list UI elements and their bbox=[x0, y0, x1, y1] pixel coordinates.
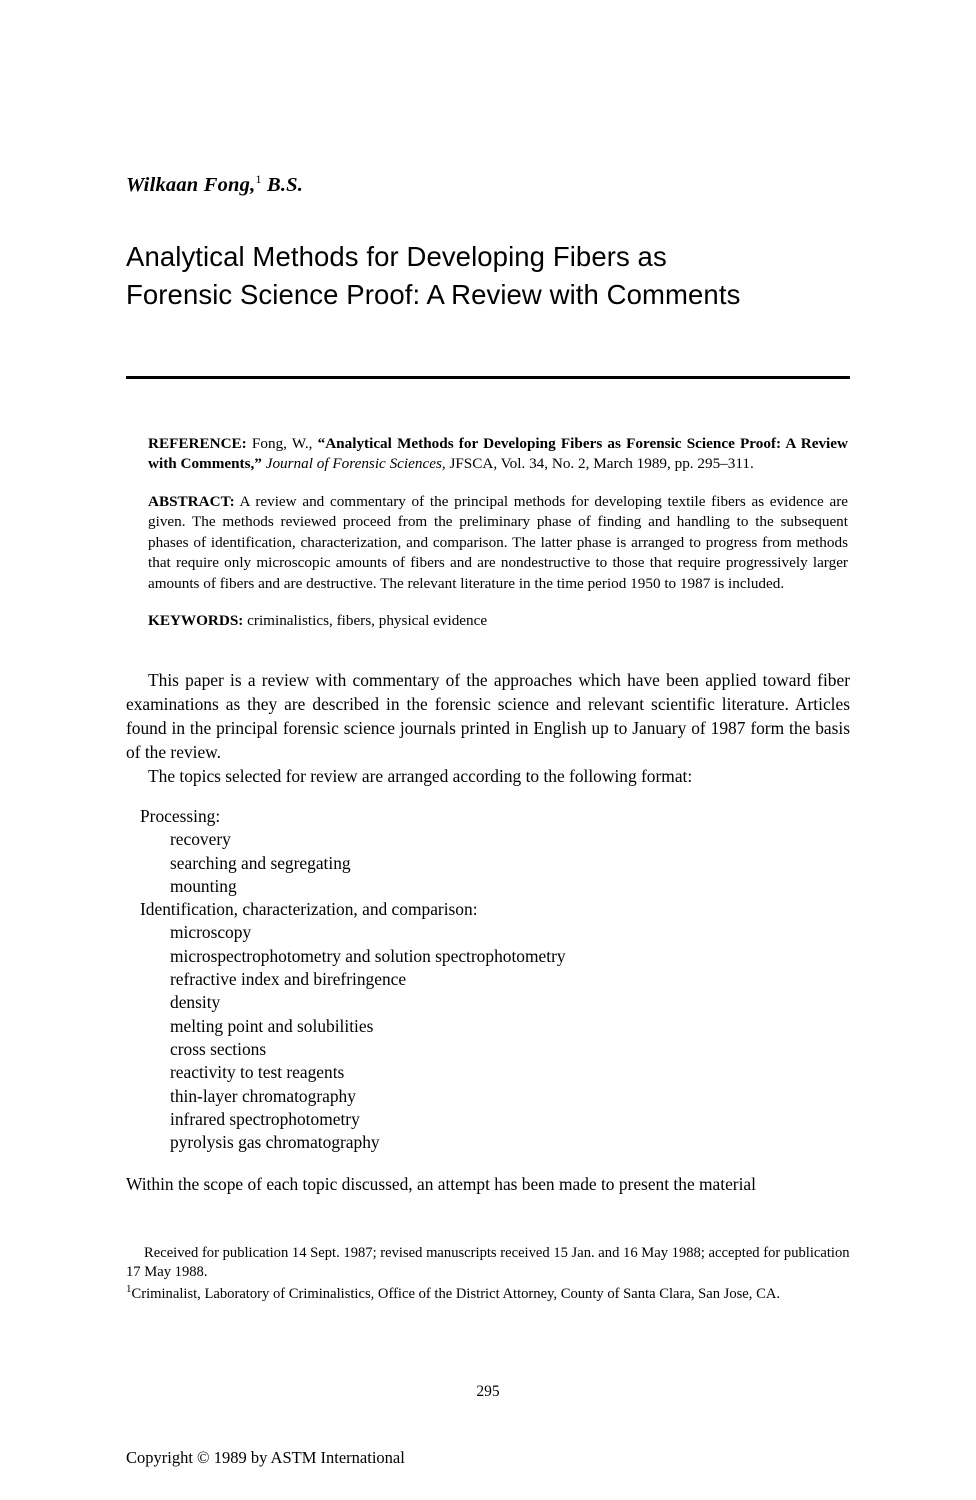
author-name: Wilkaan Fong, bbox=[126, 173, 256, 196]
outline-item: refractive index and birefringence bbox=[170, 969, 407, 990]
outline-item: searching and segregating bbox=[170, 852, 351, 873]
abstract-block bbox=[148, 434, 848, 632]
reference-label: REFERENCE: bbox=[148, 434, 247, 452]
keywords-text: criminalistics, fibers, physical evidence bbox=[243, 612, 488, 630]
abstract-paragraph bbox=[148, 492, 848, 595]
copyright-notice: Copyright © 1989 by ASTM International bbox=[126, 1448, 405, 1467]
reference-details: JFSCA, Vol. 34, No. 2, March 1989, pp. 295–311. bbox=[445, 455, 754, 473]
outline-item: recovery bbox=[170, 829, 231, 850]
author-footnote-marker: 1 bbox=[255, 172, 262, 186]
outline-item: melting point and solubilities bbox=[170, 1015, 374, 1036]
outline-item: microspectrophotometry and solution spectrophotometry bbox=[170, 945, 566, 966]
body-closing-line: Within the scope of each topic discussed, an attempt has been made to present the material bbox=[126, 1173, 756, 1194]
page-title bbox=[126, 238, 850, 314]
outline-item: mounting bbox=[170, 875, 237, 896]
topic-outline bbox=[126, 805, 850, 1155]
outline-item: pyrolysis gas chromatography bbox=[170, 1132, 380, 1153]
abstract-text: A review and commentary of the principal methods for developing textile fibers as evidence are given. The methods reviewed proceed from the preliminary phase of finding and handling to the subsequent phases of identification, characterization, and comparison. The latter phase is arranged to progress from methods that require only microscopic amounts of fibers and are nondestructive to those that require progressively larger amounts of fibers and are destructive. The relevant literature in the time period 1950 to 1987 is included. bbox=[148, 492, 848, 592]
page-content bbox=[126, 0, 850, 1305]
author-line bbox=[126, 172, 850, 197]
footnote-received: Received for publication 14 Sept. 1987; revised manuscripts received 15 Jan. and 16 May 1988; accepted for publication 17 May 1988. bbox=[126, 1244, 850, 1281]
outline-item: microscopy bbox=[170, 922, 252, 943]
outline-item: Identification, characterization, and comparison: bbox=[140, 899, 478, 920]
keywords-paragraph bbox=[148, 611, 848, 632]
footnote-affiliation-text: Criminalist, Laboratory of Criminalistics, Office of the District Attorney, County of Santa Clara, San Jose, CA. bbox=[131, 1286, 781, 1303]
title-line-2: Forensic Science Proof: A Review with Comments bbox=[126, 278, 741, 310]
author-degree: B.S. bbox=[266, 173, 304, 196]
header-divider bbox=[126, 376, 850, 379]
reference-authors: Fong, W., bbox=[246, 434, 318, 452]
reference-journal: Journal of Forensic Sciences, bbox=[261, 455, 446, 473]
body-text bbox=[126, 668, 850, 788]
page-number: 295 bbox=[476, 1383, 500, 1400]
abstract-label: ABSTRACT: bbox=[148, 492, 235, 510]
title-line-1: Analytical Methods for Developing Fibers as bbox=[126, 240, 667, 272]
outline-item: infrared spectrophotometry bbox=[170, 1108, 360, 1129]
footnote-affiliation-marker: 1 bbox=[126, 1283, 132, 1296]
footnote-affiliation bbox=[126, 1282, 850, 1304]
outline-item: Processing: bbox=[140, 805, 221, 826]
reference-quoted-title: “Analytical Methods for Developing Fibers as Forensic Science Proof: A Review with Comments,” bbox=[148, 434, 848, 473]
outline-item: reactivity to test reagents bbox=[170, 1062, 345, 1083]
footnote-block bbox=[126, 1244, 850, 1305]
body-paragraph-1: This paper is a review with commentary of the approaches which have been applied toward fiber examinations as they are described in the forensic science and relevant scientific literature. Articles found in the principal forensic science journals printed in English up to January of 1987 form the basis of the review. bbox=[126, 669, 850, 762]
outline-item: density bbox=[170, 992, 221, 1013]
reference-paragraph bbox=[148, 434, 848, 475]
body-paragraph-2: The topics selected for review are arranged according to the following format: bbox=[148, 765, 693, 786]
keywords-label: KEYWORDS: bbox=[148, 612, 244, 630]
outline-item: thin-layer chromatography bbox=[170, 1085, 356, 1106]
outline-item: cross sections bbox=[170, 1039, 267, 1060]
